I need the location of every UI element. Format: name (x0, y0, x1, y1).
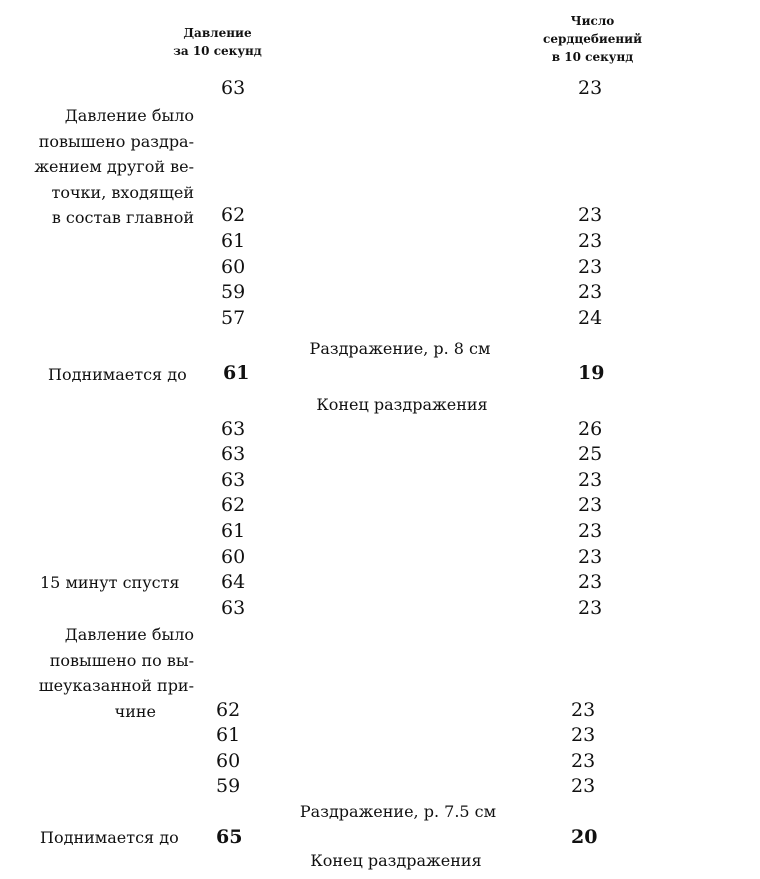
fifteen-minutes-later-label: 15 минут спустя (40, 573, 180, 592)
stimulation-end-event: Конец раздражения (316, 395, 488, 414)
stimulation-end-event: Конец раздражения (310, 851, 482, 870)
heartbeat-value: 25 (578, 443, 603, 465)
heartbeat-value: 23 (578, 597, 603, 619)
pressure-value: 65 (216, 826, 243, 848)
pressure-value: 57 (221, 307, 246, 329)
pressure-value: 61 (216, 724, 241, 746)
note-raised-other-branch (20, 103, 194, 231)
heartbeat-value: 23 (578, 546, 603, 568)
note-line: в состав главной (51, 208, 194, 228)
heartbeat-column-header (530, 12, 655, 66)
pressure-value: 59 (221, 281, 246, 303)
pressure-value: 63 (221, 443, 246, 465)
heartbeat-header-line-1: Число (570, 14, 615, 28)
note-line: шеуказанной при- (38, 676, 194, 696)
pressure-value: 63 (221, 597, 246, 619)
heartbeat-value: 24 (578, 307, 603, 329)
pressure-value: 64 (221, 571, 246, 593)
note-line: Давление было (64, 625, 194, 644)
note-line: повышено по вы- (49, 650, 194, 670)
heartbeat-value: 23 (578, 281, 603, 303)
pressure-value: 61 (221, 520, 246, 542)
heartbeat-header-line-3: в 10 секунд (551, 50, 634, 64)
heartbeat-value: 23 (578, 77, 603, 99)
heartbeat-value: 23 (578, 520, 603, 542)
heartbeat-value: 23 (571, 775, 596, 797)
pressure-value: 60 (216, 750, 241, 772)
heartbeat-value: 23 (578, 469, 603, 491)
pressure-value: 60 (221, 546, 246, 568)
heartbeat-value: 23 (578, 256, 603, 278)
note-line: повышено раздра- (38, 131, 194, 151)
pressure-header-line-2: за 10 секунд (173, 44, 262, 58)
heartbeat-value: 23 (578, 204, 603, 226)
heartbeat-value: 19 (578, 362, 605, 384)
pressure-value: 61 (223, 362, 250, 384)
heartbeat-value: 23 (571, 699, 596, 721)
pressure-value: 62 (221, 494, 246, 516)
pressure-value: 62 (221, 204, 246, 226)
pressure-column-header (150, 24, 285, 60)
note-line: чине (114, 701, 156, 721)
heartbeat-value: 23 (571, 724, 596, 746)
pressure-header-line-1: Давление (183, 26, 252, 40)
rises-to-label: Поднимается до (48, 365, 187, 384)
note-line: жением другой ве- (34, 157, 194, 177)
pressure-value: 60 (221, 256, 246, 278)
heartbeat-header-line-2: сердцебиений (543, 32, 642, 46)
heartbeat-value: 20 (571, 826, 598, 848)
heartbeat-value: 23 (578, 571, 603, 593)
rises-to-label: Поднимается до (40, 828, 179, 847)
heartbeat-value: 23 (578, 494, 603, 516)
note-raised-above-reason (20, 622, 194, 724)
pressure-value: 63 (221, 77, 246, 99)
pressure-value: 62 (216, 699, 241, 721)
heartbeat-value: 26 (578, 418, 603, 440)
heartbeat-value: 23 (578, 230, 603, 252)
stimulation-event: Раздражение, р. 8 см (309, 339, 491, 358)
stimulation-event: Раздражение, р. 7.5 см (299, 802, 497, 821)
heartbeat-value: 23 (571, 750, 596, 772)
pressure-value: 63 (221, 469, 246, 491)
note-line: точки, входящей (51, 182, 194, 202)
note-line: Давление было (64, 106, 194, 125)
pressure-value: 61 (221, 230, 246, 252)
pressure-value: 63 (221, 418, 246, 440)
pressure-value: 59 (216, 775, 241, 797)
